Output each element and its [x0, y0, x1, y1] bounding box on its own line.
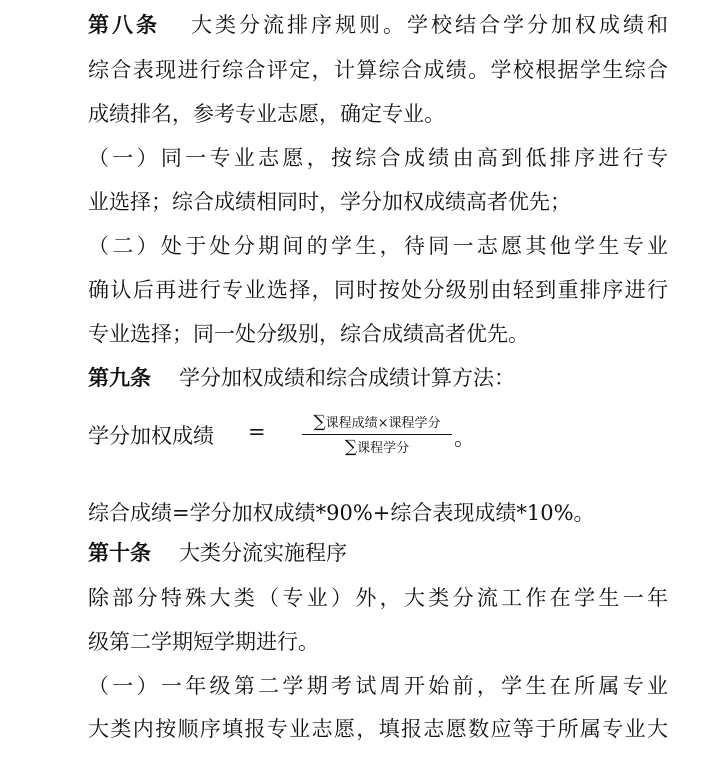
paragraph-line: 级第二学期短学期进行。: [88, 630, 319, 654]
article-8-heading-line: [88, 10, 668, 40]
paragraph-line: 确认后再进行专业选择，同时按处分级别由轻到重排序进行: [88, 278, 668, 302]
paragraph-line: （一）同一专业志愿，按综合成绩由高到低排序进行专: [88, 146, 668, 170]
article-number: 第十条: [88, 541, 151, 565]
formula-label: 学分加权成绩: [88, 424, 214, 448]
paragraph-line: 综合成绩=学分加权成绩*90%+综合表现成绩*10%。: [88, 501, 595, 525]
paragraph-line: 成绩排名，参考专业志愿，确定专业。: [88, 102, 445, 126]
paragraph-line: 综合表现进行综合评定，计算综合成绩。学校根据学生综合: [88, 58, 668, 82]
article-number: 第九条: [88, 366, 151, 390]
formula-equals: =: [248, 420, 266, 444]
paragraph-line: 业选择；综合成绩相同时，学分加权成绩高者优先；: [88, 190, 571, 214]
paragraph-text: 大类分流实施程序: [179, 541, 347, 565]
paragraph-line: （二）处于处分期间的学生，待同一志愿其他学生专业: [88, 234, 668, 258]
article-9-heading-line: [88, 363, 668, 393]
formula-numerator: ∑课程成绩×课程学分: [302, 412, 452, 435]
paragraph-text: 大类分流排序规则。学校结合学分加权成绩和: [188, 13, 668, 37]
paragraph-line: 除部分特殊大类（专业）外，大类分流工作在学生一年: [88, 586, 668, 610]
paragraph-text: 学分加权成绩和综合成绩计算方法：: [179, 366, 515, 390]
article-10-heading-line: [88, 538, 668, 568]
formula-fraction: [302, 412, 452, 457]
paragraph-line: （一）一年级第二学期考试周开始前，学生在所属专业: [88, 674, 668, 698]
article-number: 第八条: [88, 13, 160, 37]
formula-period: 。: [454, 426, 475, 450]
paragraph-line: 专业选择；同一处分级别，综合成绩高者优先。: [88, 322, 529, 346]
formula-denominator: ∑课程学分: [344, 437, 410, 457]
paragraph-line: 大类内按顺序填报专业志愿，填报志愿数应等于所属专业大: [88, 717, 668, 741]
